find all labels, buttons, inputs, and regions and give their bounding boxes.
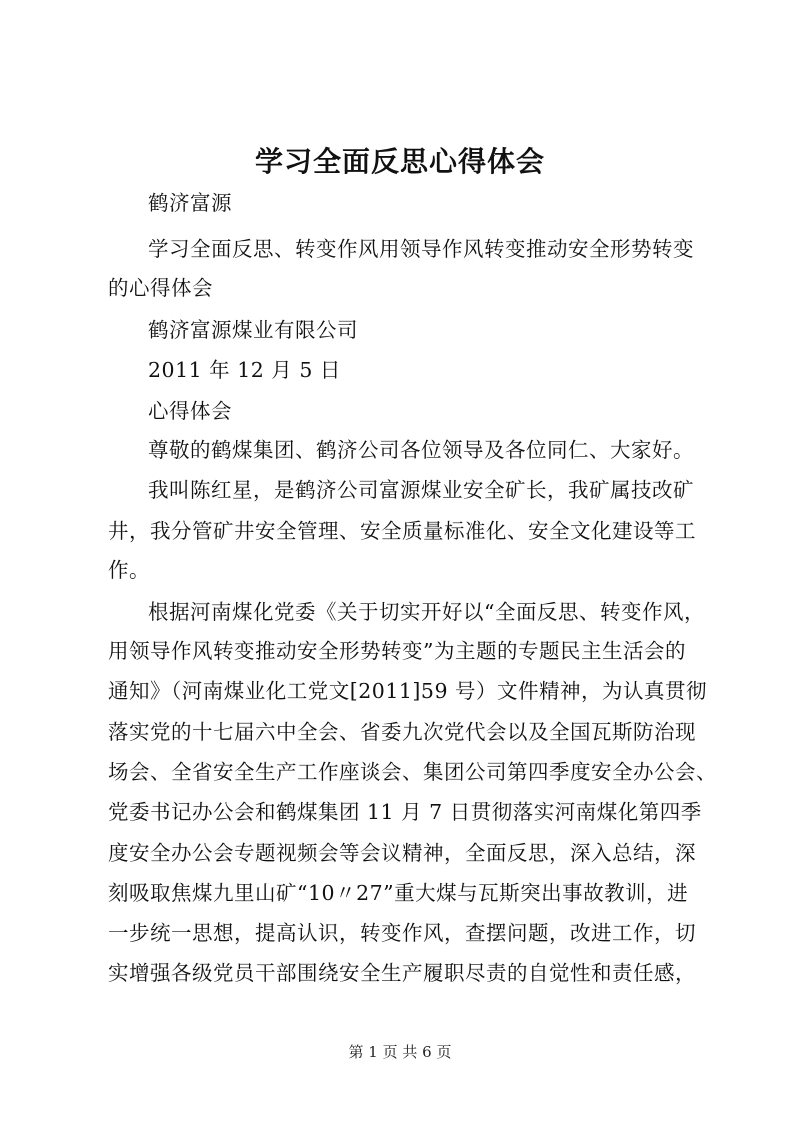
- text-line: 2011 年 12 月 5 日: [148, 358, 341, 382]
- text-line: 用领导作风转变推动安全形势转变”为主题的专题民主生活会的: [108, 639, 686, 663]
- text-line: 学习全面反思、转变作风用领导作风转变推动安全形势转变: [148, 237, 694, 261]
- text-line: 鹤济富源: [148, 191, 232, 215]
- text-line: 度安全办公会专题视频会等会议精神，全面反思，深入总结，深: [108, 841, 696, 865]
- text-line: 鹤济富源煤业有限公司: [148, 318, 358, 342]
- text-line: 心得体会: [148, 399, 232, 423]
- document-title: 学习全面反思心得体会: [254, 145, 545, 178]
- text-line: 实增强各级党员干部围绕安全生产履职尽责的自觉性和责任感，: [108, 961, 696, 985]
- text-line: 落实党的十七届六中全会、省委九次党代会以及全国瓦斯防治现: [108, 720, 696, 744]
- text-line: 的心得体会: [108, 276, 213, 300]
- text-line: 井，我分管矿井安全管理、安全质量标准化、安全文化建设等工: [108, 519, 696, 543]
- text-line: 党委书记办公会和鹤煤集团 11 月 7 日贯彻落实河南煤化第四季: [108, 800, 702, 824]
- text-line: 根据河南煤化党委《关于切实开好以“全面反思、转变作风，: [148, 600, 705, 624]
- page-number: 第 1 页 共 6 页: [348, 1043, 452, 1061]
- text-line: 通知》（河南煤业化工党文[2011]59 号）文件精神，为认真贯彻: [108, 679, 708, 703]
- text-line: 作。: [108, 558, 150, 582]
- text-line: 场会、全省安全生产工作座谈会、集团公司第四季度安全办公会、: [108, 760, 717, 784]
- text-line: 刻吸取焦煤九里山矿“10〃27”重大煤与瓦斯突出事故教训，进: [108, 881, 689, 905]
- text-line: 一步统一思想，提高认识，转变作风，查摆问题，改进工作，切: [108, 921, 696, 945]
- text-line: 尊敬的鹤煤集团、鹤济公司各位领导及各位同仁、大家好。: [148, 438, 694, 462]
- text-line: 我叫陈红星，是鹤济公司富源煤业安全矿长，我矿属技改矿: [148, 478, 694, 502]
